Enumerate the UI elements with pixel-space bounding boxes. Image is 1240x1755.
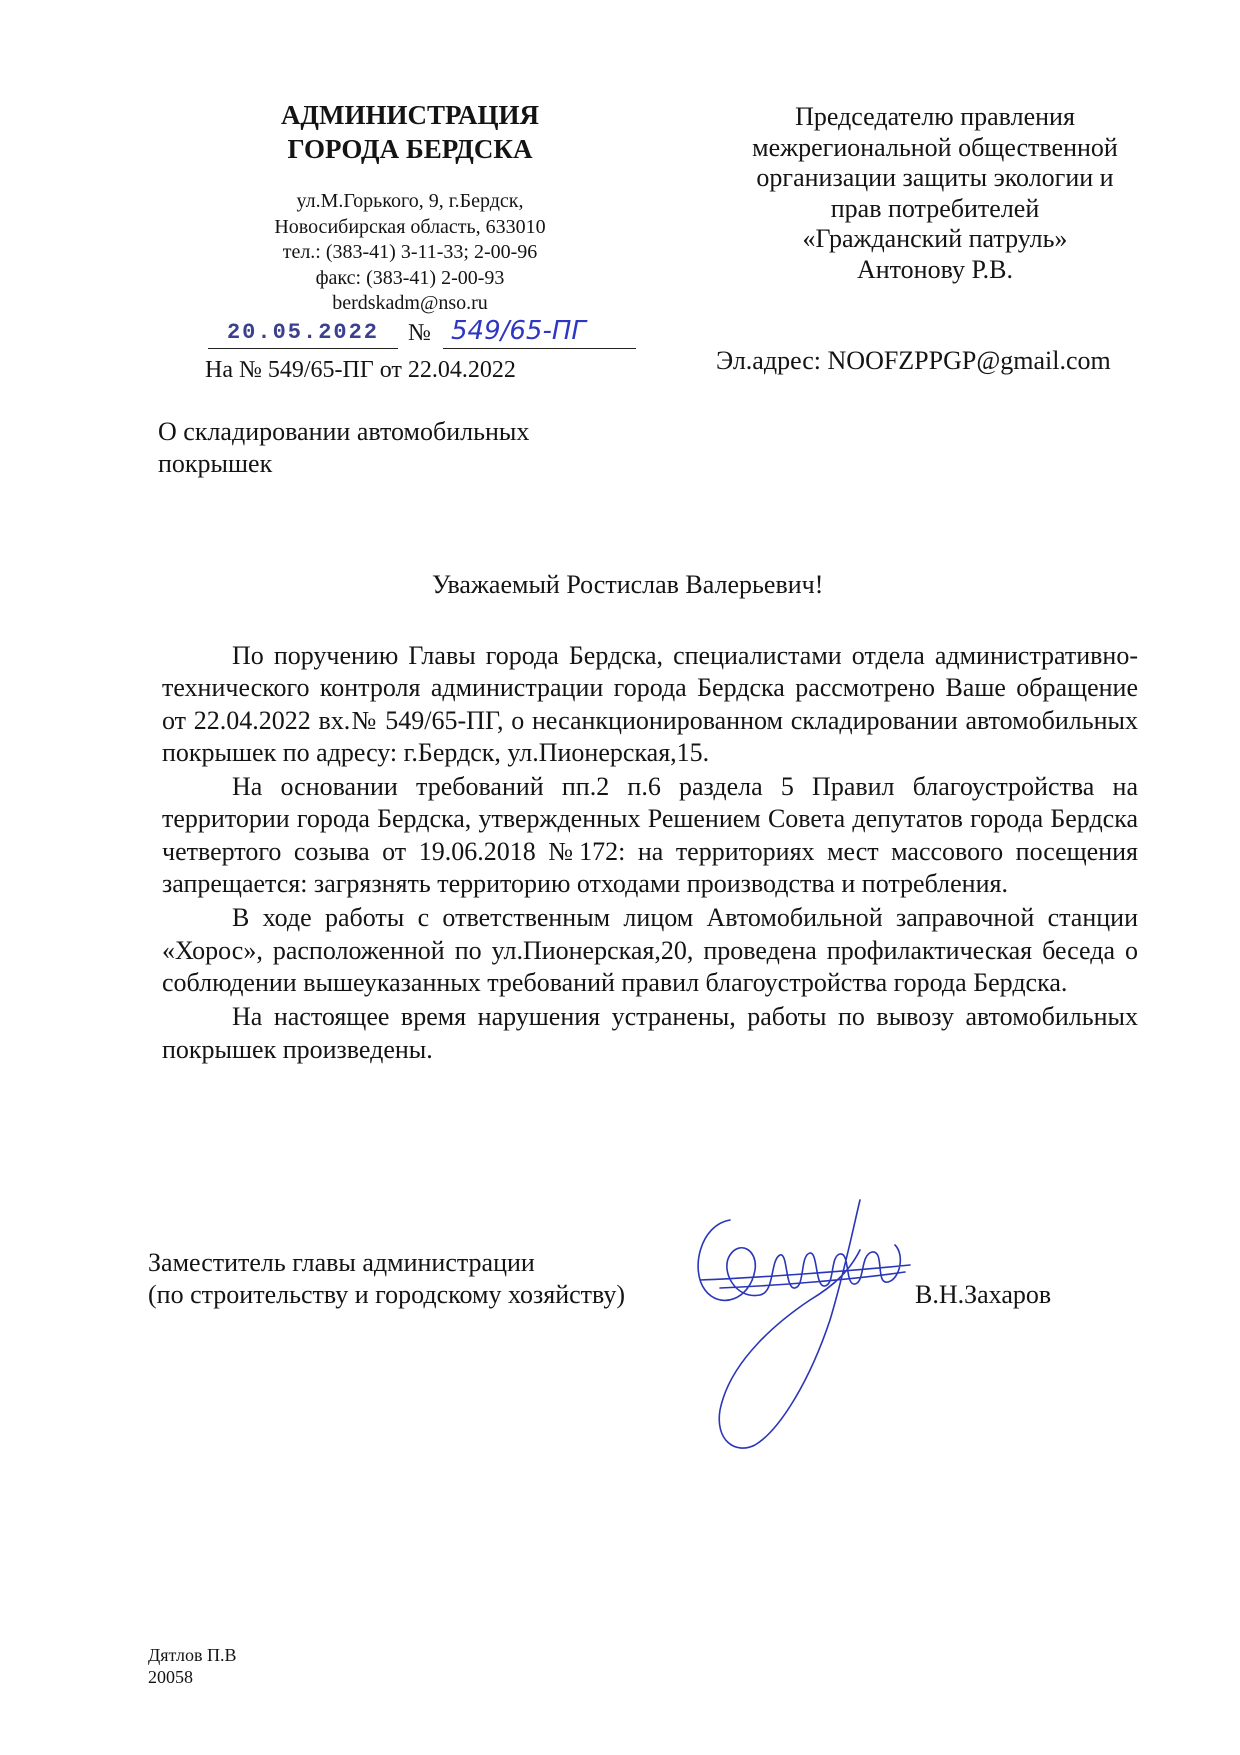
recipient-email: Эл.адрес: NOOFZPPGP@gmail.com xyxy=(716,346,1111,375)
sender-address-line2: Новосибирская область, 633010 xyxy=(274,215,546,238)
sender-title xyxy=(250,98,570,166)
sender-title-line1: АДМИНИСТРАЦИЯ xyxy=(280,100,540,130)
handwritten-signature xyxy=(660,1160,930,1460)
signatory-position-line1: Заместитель главы администрации xyxy=(148,1248,535,1277)
subject-line1: О складировании автомобильных xyxy=(158,417,530,446)
recipient-line: организации защиты экологии и xyxy=(756,163,1114,192)
recipient-line: прав потребителей xyxy=(830,193,1040,223)
executor-phone: 20058 xyxy=(148,1667,193,1687)
recipient-line: «Гражданский патруль» xyxy=(802,224,1068,253)
registration-number-sign: № xyxy=(408,320,431,346)
reference-line: На № 549/65-ПГ от 22.04.2022 xyxy=(205,357,516,383)
body-paragraph: На основании требований пп.2 п.6 раздела 5 Правил благоустройства на территории города Бердска, утвержденных Решением Совета депутатов города Бердска четвертого созыва от 19.06.2018 №172: на территориях мест массового посещения запрещается: загрязнять территорию отходами производства и потребления. xyxy=(162,772,1138,899)
recipient-block xyxy=(700,102,1170,285)
subject-line2: покрышек xyxy=(158,449,273,478)
recipient-line: Председателю правления xyxy=(795,102,1075,131)
sender-phone: тел.: (383-41) 3-11-33; 2-00-96 xyxy=(282,241,538,263)
sender-title-line2: ГОРОДА БЕРДСКА xyxy=(287,134,533,164)
executor-name: Дятлов П.В xyxy=(148,1645,237,1665)
signatory-position xyxy=(148,1247,625,1311)
sender-address-line1: ул.М.Горького, 9, г.Бердск, xyxy=(296,190,524,212)
greeting: Уважаемый Ростислав Валерьевич! xyxy=(432,570,824,599)
sender-address xyxy=(230,189,590,317)
registration-date-stamp: 20.05.2022 xyxy=(208,318,398,349)
executor-info xyxy=(148,1644,236,1688)
registration-number: 549/65-ПГ xyxy=(443,318,636,349)
sender-fax: факс: (383-41) 2-00-93 xyxy=(315,266,505,289)
signatory-name: В.Н.Захаров xyxy=(915,1280,1052,1309)
recipient-line: межрегиональной общественной xyxy=(752,132,1118,162)
letter-body xyxy=(162,640,1138,1068)
body-paragraph: На настоящее время нарушения устранены, работы по вывозу автомобильных покрышек произведены. xyxy=(162,1002,1138,1064)
body-paragraph: По поручению Главы города Бердска, специалистами отдела административно-технического контроля администрации города Бердска рассмотрено Ваше обращение от 22.04.2022 вх.№ 549/65-ПГ, о несанкционированном складировании автомобильных покрышек по адресу: г.Бердск, ул.Пионерская,15. xyxy=(162,641,1138,767)
signatory-position-line2: (по строительству и городскому хозяйству) xyxy=(148,1280,626,1309)
recipient-name: Антонову Р.В. xyxy=(856,254,1014,284)
body-paragraph: В ходе работы с ответственным лицом Автомобильной заправочной станции «Хорос», расположенной по ул.Пионерская,20, проведена профилактическая беседа о соблюдении вышеуказанных требований правил благоустройства города Бердска. xyxy=(162,903,1138,997)
subject xyxy=(158,416,598,480)
sender-email: berdskadm@nso.ru xyxy=(332,292,488,314)
registration-line xyxy=(208,318,628,352)
